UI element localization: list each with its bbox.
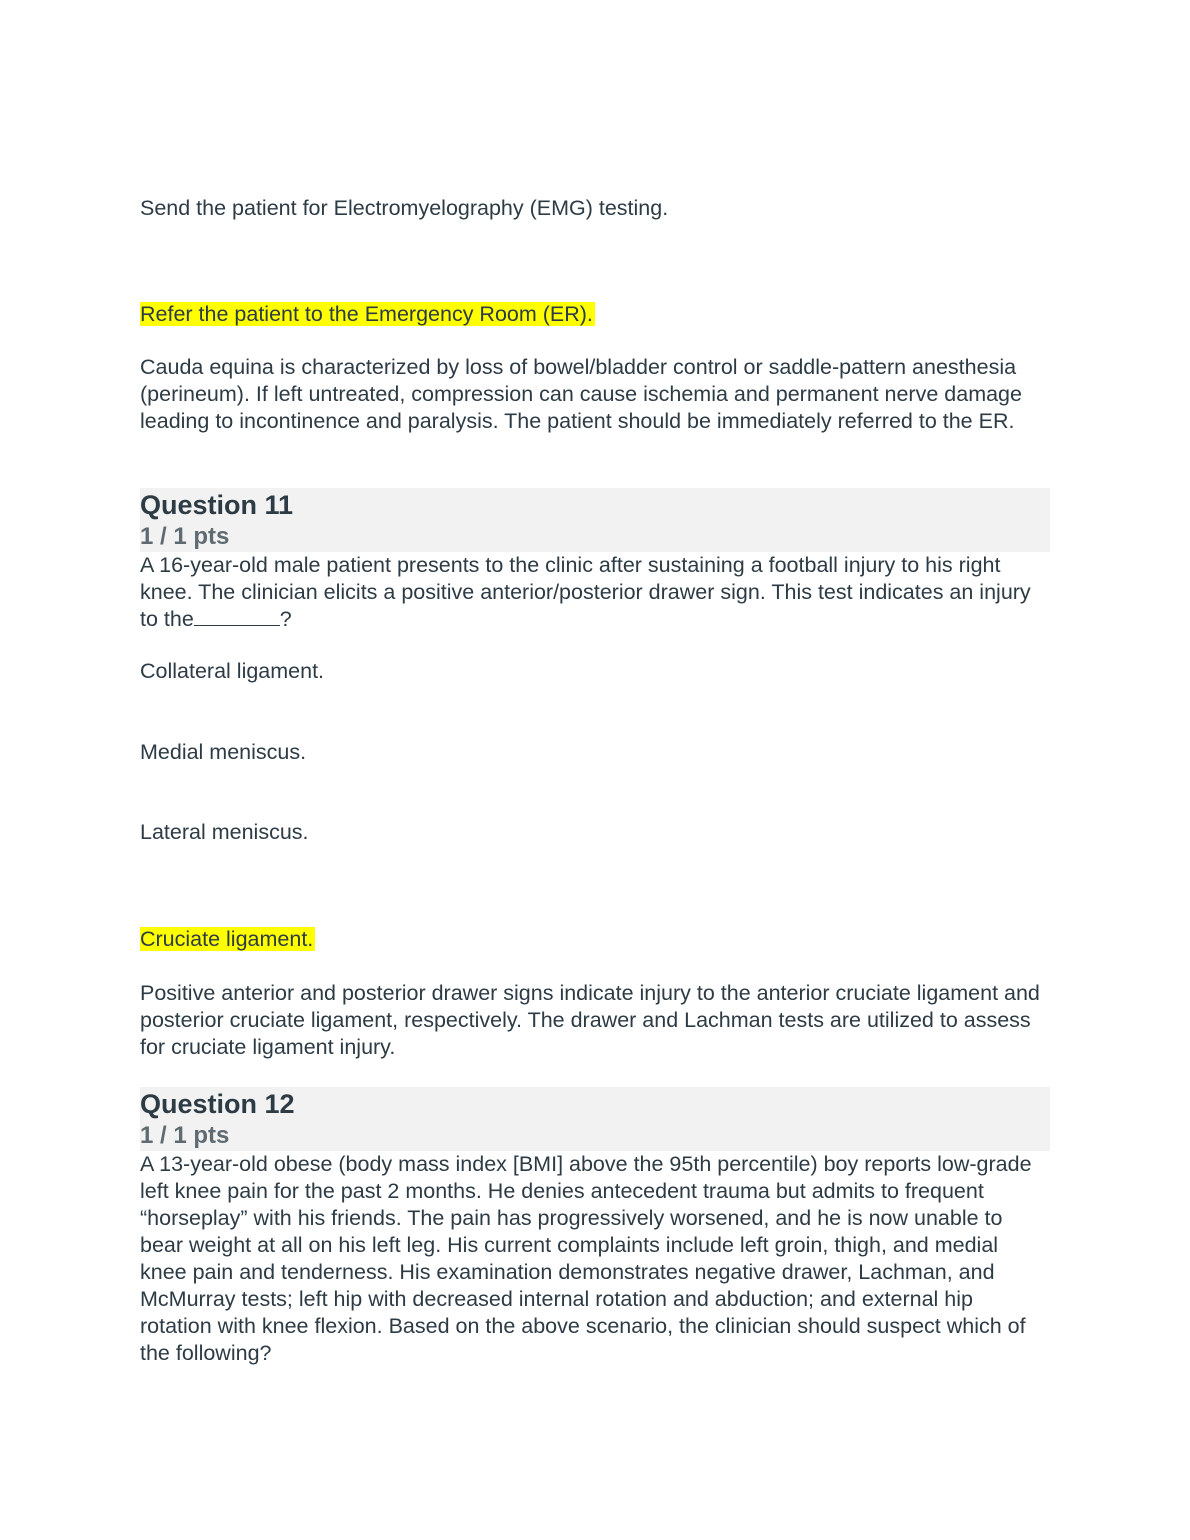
answer-option-er-correct — [140, 301, 595, 328]
question-title: Question 12 — [140, 1089, 295, 1119]
question-header — [140, 488, 1050, 552]
answer-explanation: Positive anterior and posterior drawer signs indicate injury to the anterior cruciate ligament and posterior cruciate ligament, respectively. The drawer and Lachman tests are utilized to assess for cruciate ligament injury. — [140, 981, 1040, 1059]
question-prompt-end: ? — [279, 607, 292, 631]
question-points: 1 / 1 pts — [140, 523, 230, 550]
question-prompt: A 13-year-old obese (body mass index [BMI] above the 95th percentile) boy reports low-grade left knee pain for the past 2 months. He denies antecedent trauma but admits to frequent “horseplay” with his friends. The pain has progressively worsened, and he is now unable to bear weight at all on his left leg. His current complaints include left groin, thigh, and medial knee pain and tenderness. His examination demonstrates negative drawer, Lachman, and McMurray tests; left hip with decreased internal rotation and abduction; and external hip rotation with knee flexion. Based on the above scenario, the clinician should suspect which of the following? — [140, 1152, 1032, 1365]
answer-option-medial-meniscus: Medial meniscus. — [140, 740, 307, 764]
question-header — [140, 1087, 1050, 1151]
answer-option-collateral: Collateral ligament. — [140, 659, 325, 683]
answer-option-lateral-meniscus: Lateral meniscus. — [140, 820, 309, 844]
question-prompt — [140, 552, 1045, 633]
question-title: Question 11 — [140, 490, 294, 520]
answer-option-cruciate-correct — [140, 926, 315, 953]
question-prompt-text: A 16-year-old male patient presents to the clinic after sustaining a football injury to his right knee. The clinician elicits a positive anterior/posterior drawer sign. This test indicates an injury to the — [140, 553, 1031, 631]
correct-answer-highlight: Cruciate ligament. — [140, 927, 314, 951]
answer-option-emg: Send the patient for Electromyelography (EMG) testing. — [140, 196, 669, 220]
answer-explanation: Cauda equina is characterized by loss of bowel/bladder control or saddle-pattern anesthesia (perineum). If left untreated, compression can cause ischemia and permanent nerve damage leading to incontinence and paralysis. The patient should be immediately referred to the ER. — [140, 355, 1022, 433]
correct-answer-highlight: Refer the patient to the Emergency Room (ER). — [140, 302, 593, 326]
question-points: 1 / 1 pts — [140, 1122, 230, 1149]
fill-in-blank — [194, 607, 280, 626]
